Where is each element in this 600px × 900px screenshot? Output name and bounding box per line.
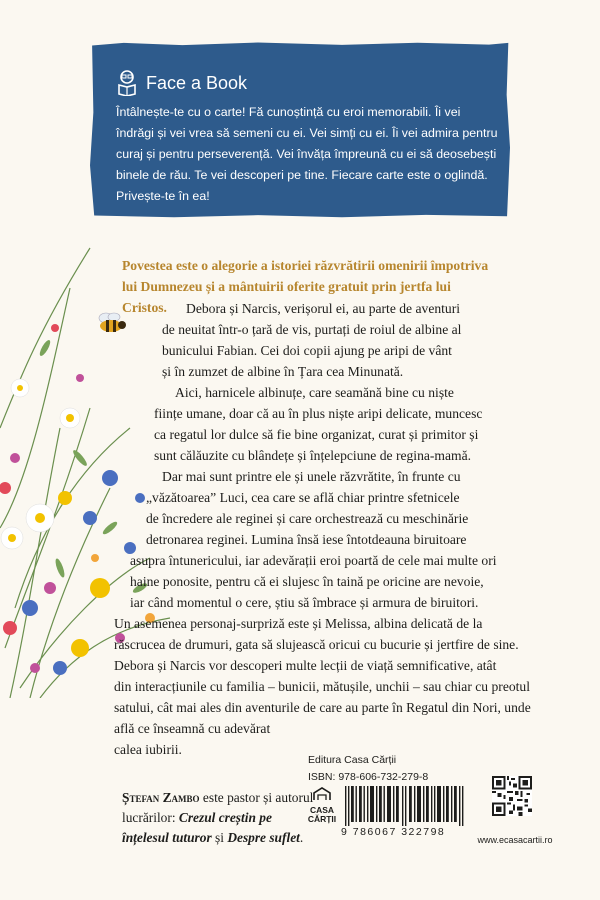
paragraph-line: Debora și Narcis vor descoperi multe lecții de viață semnificative, atât: [114, 658, 497, 673]
logo-line-2: CĂRȚII: [307, 814, 337, 824]
paragraph-line: și în zumzet de albine în Țara cea Minunată.: [162, 364, 404, 379]
paragraph-line: calea iubirii.: [114, 742, 182, 757]
author-bio: [122, 788, 322, 848]
paragraph-line: răscrucea de drumuri, gata să slujească oricui cu bucurie și jertfire de sine.: [114, 637, 519, 652]
house-book-icon: [312, 787, 332, 801]
paragraph-line: asupra întunericului, iar adevărații eroi poartă de cele mai multe ori: [130, 553, 497, 568]
paragraph-line: Dar mai sunt printre ele și unele răzvrătite, în frunte cu: [162, 469, 461, 484]
isbn: ISBN: 978-606-732-279-8: [308, 771, 429, 783]
paragraph-line: ca regatul lor dulce să fie bine organizat, curat și primitor și: [154, 427, 479, 442]
author-name: Ștefan Zambo: [122, 790, 200, 805]
paragraph-line: de neuitat într-o țară de vis, purtați de roiul de albine al: [162, 322, 462, 337]
paragraph-line: detronarea reginei. Lumina însă iese întotdeauna biruitoare: [146, 532, 467, 547]
barcode: [345, 786, 467, 826]
publisher-website: www.ecasacartii.ro: [477, 835, 553, 845]
author-end: .: [299, 830, 304, 845]
author-and: și: [211, 830, 228, 845]
intro-text: Povestea este o alegorie a istoriei răzvrătirii omenirii împotriva lui Dumnezeu și a mântuirii oferite gratuit prin jertfa lui Cristos.: [122, 258, 489, 315]
author-work-1: Crezul creștin pe înțelesul tuturor: [122, 810, 272, 845]
barcode-panel: [301, 752, 472, 848]
qr-code: [492, 776, 532, 816]
publisher-logo: [303, 787, 341, 824]
face-a-book-text: Întâlnește-te cu o carte! Fă cunoștință cu eroi memorabili. Îi vei îndrăgi și vei vrea să semeni cu ei. Vei simți cu ei. Îi vei admira pentru curaj și pentru perseverență. Vei învăța împreună cu ei să deosebești binele de rău. Te vei descoperi pe tine. Fiecare carte este o oglindă. Privește-te în ea!: [116, 105, 498, 203]
book-reader-icon: [116, 70, 138, 96]
paragraph-line: satului, cât mai ales din aventurile de care au parte în Regatul din Nori, unde: [114, 700, 531, 715]
barcode-number: 9 786067 322798: [341, 826, 446, 838]
paragraph-line: sunt călăuzite cu blândețe și înțelepciune de regina-mamă.: [154, 448, 472, 463]
paragraph-line: Un asemenea personaj-surpriză este și Melissa, albina delicată de la: [114, 616, 483, 631]
paragraph-line: iar când momentul o cere, știu să îmbrace și armura de biruitori.: [130, 595, 479, 610]
paragraph-line: Debora și Narcis, verișorul ei, au parte de aventuri: [186, 301, 461, 316]
paragraph-line: „văzătoarea” Luci, cea care se află chiar printre sfetnicele: [146, 490, 460, 505]
publisher-name: Editura Casa Cărții: [308, 754, 397, 766]
paragraph-line: află ce înseamnă cu adevărat: [114, 721, 271, 736]
paragraph-line: haine ponosite, pentru că ei slujesc în taină pe oricine are nevoie,: [130, 574, 484, 589]
author-work-2: Despre suflet: [227, 830, 300, 845]
paragraph-line: ființe umane, doar că au în plus niște aripi delicate, muncesc: [154, 406, 483, 421]
author-bio-text: este pastor și autorul lucrărilor:: [122, 790, 314, 825]
paragraph-line: de încredere ale reginei și care orchestrează cu meschinărie: [146, 511, 469, 526]
paragraph-line: din interacțiunile cu familia – bunicii, mătușile, unchii – sau chiar cu preotul: [114, 679, 530, 694]
logo-line-1: CASA: [309, 805, 335, 815]
paragraph-line: Aici, harnicele albinuțe, care seamănă bine cu niște: [175, 385, 454, 400]
face-a-book-header: [116, 70, 247, 96]
bee-icon: [94, 312, 128, 334]
paragraph-line: bunicului Fabian. Cei doi copii ajung pe aripi de vânt: [162, 343, 452, 358]
face-a-book-title: Face a Book: [146, 72, 248, 93]
